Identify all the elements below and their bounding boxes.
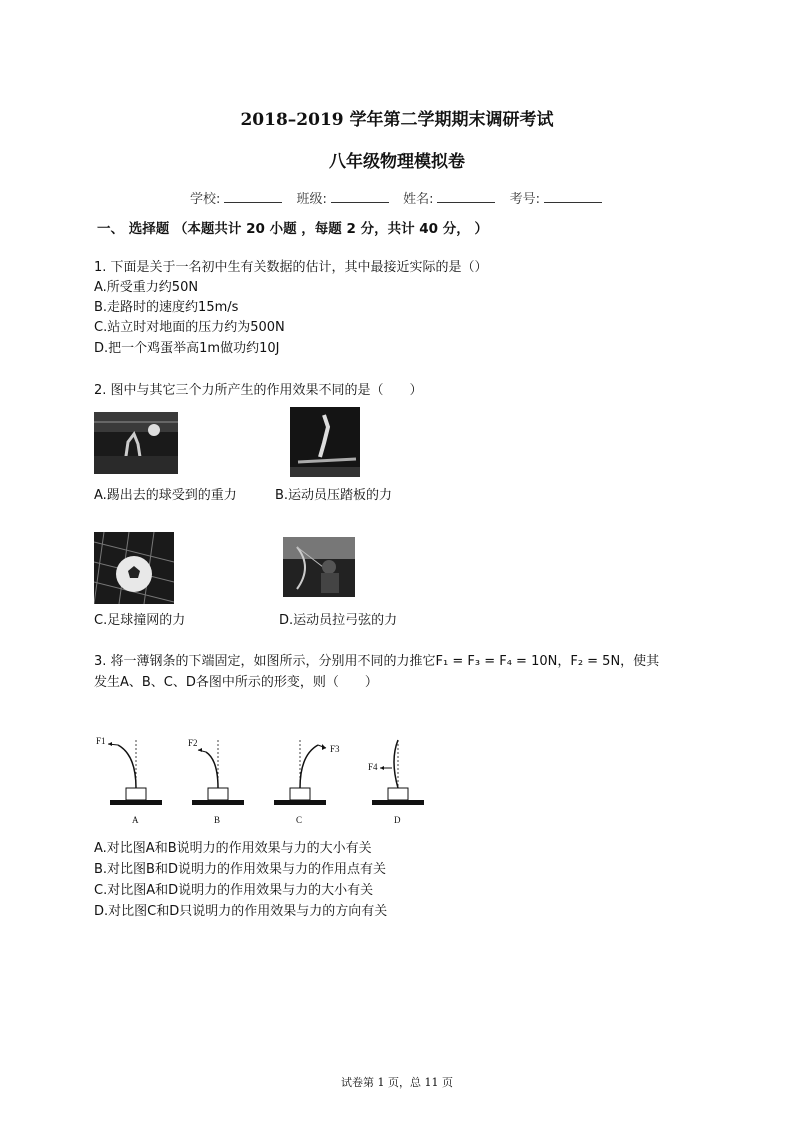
q2-option-a: A.踢出去的球受到的重力 (94, 488, 237, 503)
force-label-f3: F3 (330, 744, 340, 754)
q1-option-a: A.所受重力约50N (94, 280, 199, 295)
q2-option-d: D.运动员拉弓弦的力 (279, 613, 398, 628)
figure-d (368, 740, 424, 825)
force-label-f4: F4 (368, 762, 378, 772)
q3-option-d: D.对比图C和D只说明力的作用效果与力的方向有关 (94, 904, 388, 919)
photo-ball-net (94, 532, 174, 604)
q2-option-b: B.运动员压踏板的力 (275, 488, 393, 503)
force-label-f1: F1 (96, 736, 106, 746)
figure-a (96, 736, 162, 825)
steel-strip-figure (94, 730, 434, 830)
name-blank[interactable] (437, 190, 495, 203)
q3-option-c: C.对比图A和D说明力的作用效果与力的大小有关 (94, 883, 374, 898)
figure-label-b: B (214, 815, 221, 825)
name-label: 姓名: (403, 192, 434, 207)
q1-option-b: B.走路时的速度约15m/s (94, 300, 239, 315)
q3-stem-line2: 发生A、B、C、D各图中所示的形变，则（ ） (94, 675, 378, 690)
school-blank[interactable] (224, 190, 282, 203)
q2-option-c: C.足球撞网的力 (94, 613, 186, 628)
class-label: 班级: (296, 192, 327, 207)
q1-option-d: D.把一个鸡蛋举高1m做功约10J (94, 341, 280, 356)
photo-kicked-ball (94, 412, 178, 474)
q1-option-c: C.站立时对地面的压力约为500N (94, 320, 285, 335)
exam-subtitle: 八年级物理模拟卷 (329, 152, 465, 172)
photo-diving-board (290, 407, 360, 477)
q1-stem: 1. 下面是关于一名初中生有关数据的估计，其中最接近实际的是（） (94, 260, 488, 275)
q3-stem-line1: 3. 将一薄钢条的下端固定，如图所示，分别用不同的力推它F₁ = F₃ = F₄ = 10N，F₂ = 5N，使其 (94, 654, 660, 669)
class-blank[interactable] (331, 190, 389, 203)
figure-label-c: C (296, 815, 303, 825)
figure-c (274, 740, 340, 825)
section-heading: 一、 选择题 （本题共计 20 小题 ，每题 2 分，共计 40 分， ） (97, 221, 488, 237)
student-info-row (190, 188, 612, 207)
figure-label-d: D (394, 815, 401, 825)
page-footer: 试卷第 1 页，总 11 页 (341, 1076, 453, 1089)
exam-no-blank[interactable] (544, 190, 602, 203)
q3-option-b: B.对比图B和D说明力的作用效果与力的作用点有关 (94, 862, 386, 877)
school-label: 学校: (190, 192, 221, 207)
exam-title: 2018–2019 学年第二学期期末调研考试 (240, 110, 554, 130)
photo-archer (283, 537, 355, 597)
q2-stem: 2. 图中与其它三个力所产生的作用效果不同的是（ ） (94, 383, 423, 398)
exam-no-label: 考号: (509, 192, 540, 207)
q3-option-a: A.对比图A和B说明力的作用效果与力的大小有关 (94, 841, 372, 856)
force-label-f2: F2 (188, 738, 198, 748)
figure-b (188, 738, 244, 825)
figure-label-a: A (132, 815, 139, 825)
